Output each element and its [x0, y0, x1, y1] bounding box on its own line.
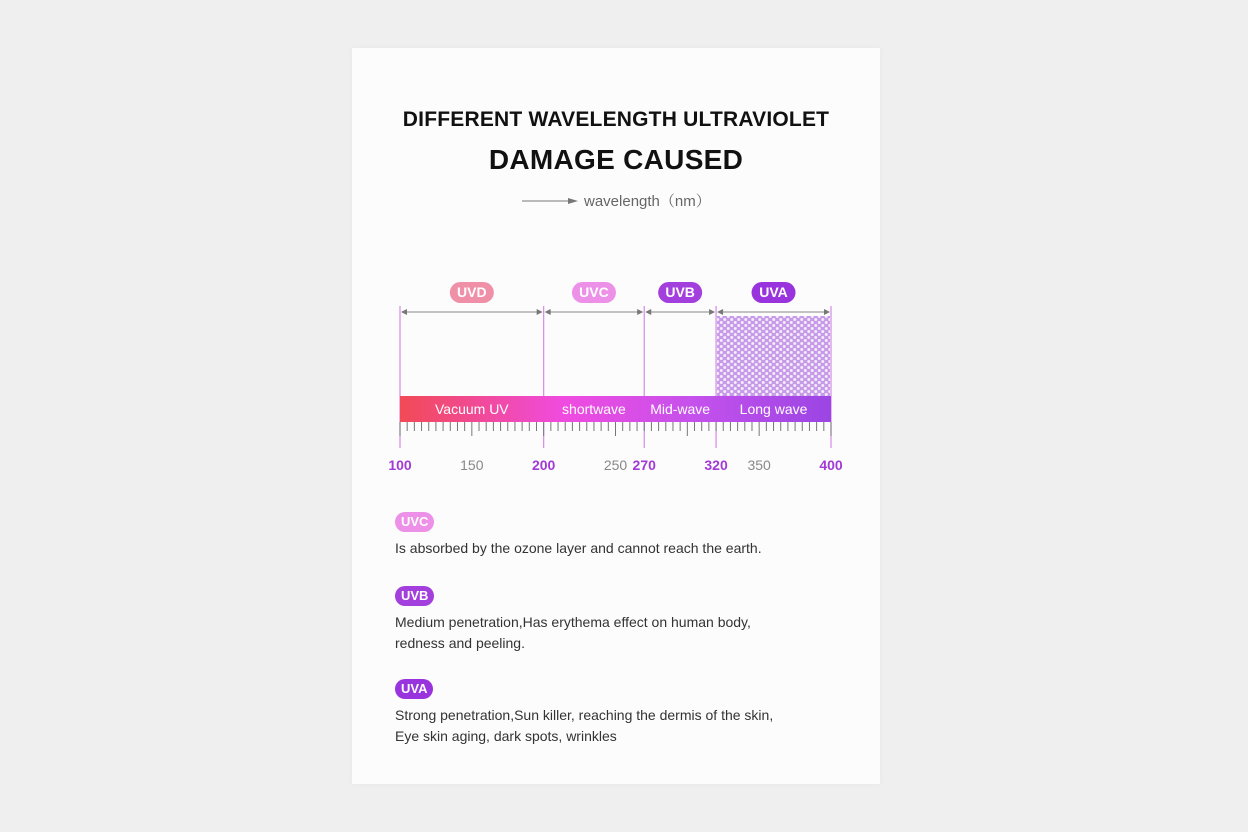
description-text: Is absorbed by the ozone layer and cannot reach the earth.: [395, 540, 762, 556]
scale-tick-label: 320: [704, 457, 728, 473]
description-item: [395, 586, 835, 654]
arrow-left-icon: [545, 309, 551, 315]
description-badge: UVC: [395, 512, 434, 532]
arrow-right-icon: [637, 309, 643, 315]
scale-tick-label: 350: [747, 457, 771, 473]
scale-tick-label: 270: [632, 457, 656, 473]
description-text: Medium penetration,Has erythema effect on human body, redness and peeling.: [395, 614, 751, 651]
band-badge-label: UVD: [457, 284, 487, 300]
band-range-label: Mid-wave: [650, 401, 711, 417]
band-badge-label: UVB: [665, 284, 695, 300]
band-range-label: Vacuum UV: [434, 401, 509, 417]
description-item: [395, 679, 835, 747]
title-line-1: DIFFERENT WAVELENGTH ULTRAVIOLET: [402, 108, 830, 131]
scale-tick-label: 400: [819, 457, 843, 473]
band-badge-label: UVA: [759, 284, 788, 300]
description-badge: UVA: [395, 679, 433, 699]
arrow-right-icon: [537, 309, 543, 315]
arrow-left-icon: [645, 309, 651, 315]
band-range-label: Long wave: [739, 401, 808, 417]
arrow-right-icon: [824, 309, 830, 315]
scale-tick-label: 150: [460, 457, 484, 473]
info-card: [352, 48, 880, 784]
uv-spectrum-diagram: [352, 48, 880, 508]
wavelength-caption-text: wavelength（nm）: [584, 193, 711, 210]
arrow-left-icon: [401, 309, 407, 315]
arrow-left-icon: [717, 309, 723, 315]
description-text: Strong penetration,Sun killer, reaching the dermis of the skin, Eye skin aging, dark spots, wrinkles: [395, 707, 774, 744]
scale-tick-label: 200: [531, 457, 556, 473]
title-line-2: DAMAGE CAUSED: [488, 144, 744, 175]
scale-tick-label: 100: [388, 457, 412, 473]
uva-texture-area: [717, 316, 830, 396]
band-range-label: shortwave: [562, 401, 626, 417]
arrow-right-icon: [709, 309, 715, 315]
scale-tick-label: 250: [603, 457, 628, 473]
description-badge: UVB: [395, 586, 434, 606]
description-item: [395, 512, 835, 559]
band-badge-label: UVC: [579, 284, 609, 300]
